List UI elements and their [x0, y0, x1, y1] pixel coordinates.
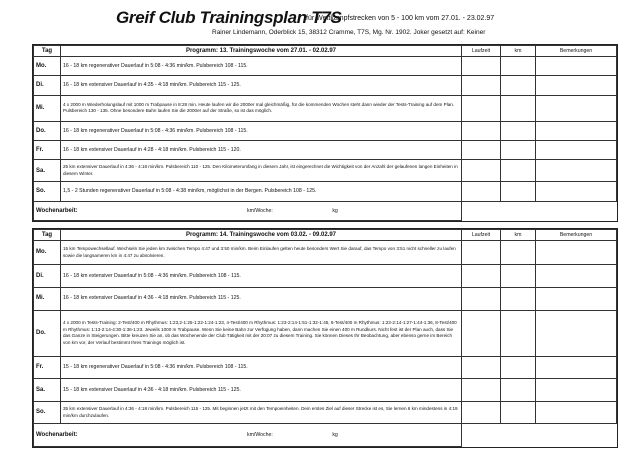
- table-row: [34, 265, 617, 288]
- training-text: 16 - 18 km extensiver Dauerlauf in 4:36 - 4:18 min/km. Pulsbereich 115 - 125.: [61, 287, 462, 310]
- day-label: Di.: [34, 265, 61, 288]
- table-row: [34, 76, 617, 95]
- footer-label: Wochenarbeit:: [36, 431, 78, 438]
- laufzeit-cell[interactable]: [462, 265, 501, 288]
- laufzeit-cell[interactable]: [462, 121, 501, 140]
- laufzeit-cell[interactable]: [462, 160, 501, 182]
- day-label: Di.: [34, 76, 61, 95]
- day-label: So.: [34, 182, 61, 201]
- laufzeit-cell[interactable]: [462, 310, 501, 356]
- training-text: 16 - 18 km extensiver Dauerlauf in 4:35 - 4:18 min/km. Pulsbereich 115 - 125.: [61, 76, 462, 95]
- day-label: Mo.: [34, 57, 61, 76]
- bemerkung-cell[interactable]: [536, 287, 617, 310]
- training-text: 16 - 18 km extensiver Dauerlauf in 5:08 - 4:36 min/km. Pulsbereich 108 - 115.: [61, 265, 462, 288]
- laufzeit-cell[interactable]: [462, 57, 501, 76]
- km-cell[interactable]: [501, 379, 536, 402]
- day-label: Fr.: [34, 140, 61, 159]
- column-bemerkungen: Bemerkungen: [536, 46, 617, 57]
- training-text: 16 - 18 km regenerativer Dauerlauf in 5:08 - 4:36 min/km. Pulsbereich 108 - 115.: [61, 121, 462, 140]
- bemerkung-cell[interactable]: [536, 76, 617, 95]
- laufzeit-cell[interactable]: [462, 241, 501, 265]
- week-14-heading: Programm: 14. Trainingswoche vom 03.02. - 09.02.97: [61, 230, 462, 241]
- bemerkung-cell[interactable]: [536, 160, 617, 182]
- bemerkung-cell[interactable]: [536, 379, 617, 402]
- km-cell[interactable]: [501, 356, 536, 379]
- laufzeit-cell[interactable]: [462, 402, 501, 424]
- km-cell[interactable]: [501, 182, 536, 201]
- page-subtitle: für Wettkampfstrecken von 5 - 100 km vom 27.01. - 23.02.97: [306, 15, 495, 22]
- footer-cell: [34, 201, 462, 220]
- footer-km-week: km/Woche:: [247, 431, 273, 438]
- week-14-table: [32, 228, 618, 448]
- bemerkung-cell[interactable]: [536, 356, 617, 379]
- laufzeit-cell[interactable]: [462, 182, 501, 201]
- column-bemerkungen: Bemerkungen: [536, 230, 617, 241]
- km-cell[interactable]: [501, 402, 536, 424]
- page-header: [0, 6, 640, 36]
- footer-cell: [34, 424, 462, 447]
- week-13-heading: Programm: 13. Trainingswoche vom 27.01. - 02.02.97: [61, 46, 462, 57]
- bemerkung-cell[interactable]: [536, 182, 617, 201]
- table-row: [34, 57, 617, 76]
- laufzeit-cell[interactable]: [462, 287, 501, 310]
- week-footer: [34, 424, 617, 447]
- km-cell[interactable]: [501, 121, 536, 140]
- column-tag: Tag: [34, 230, 61, 241]
- table-row: [34, 121, 617, 140]
- day-label: Mo.: [34, 241, 61, 265]
- column-laufzeit: Laufzeit: [462, 46, 501, 57]
- day-label: Do.: [34, 121, 61, 140]
- day-label: Sa.: [34, 160, 61, 182]
- table-row: [34, 287, 617, 310]
- day-label: So.: [34, 402, 61, 424]
- training-text: 25 km extensiver Dauerlauf in 4:36 - 4:18 min/km. Pulsbereich 110 - 125. Den Kilometerumfang in diesem Jahr, ist eingerechnet die Wichtigkeit von der Anzahl der gelaufenen langen Einheiten in diesem Winter.: [61, 160, 462, 182]
- bemerkung-cell[interactable]: [536, 140, 617, 159]
- table-row: [34, 160, 617, 182]
- bemerkung-cell[interactable]: [536, 310, 617, 356]
- table-row: [34, 95, 617, 121]
- footer-blank: [462, 201, 617, 220]
- table-row: [34, 356, 617, 379]
- km-cell[interactable]: [501, 287, 536, 310]
- training-text: 16 - 18 km regenerativer Dauerlauf in 5:08 - 4:36 min/km. Pulsbereich 108 - 115.: [61, 57, 462, 76]
- km-cell[interactable]: [501, 95, 536, 121]
- km-cell[interactable]: [501, 140, 536, 159]
- day-label: Do.: [34, 310, 61, 356]
- table-row: [34, 241, 617, 265]
- footer-label: Wochenarbeit:: [36, 207, 78, 214]
- footer-kg: kg: [332, 431, 338, 438]
- training-text: 1,5 - 2 Stunden regenerativer Dauerlauf in 5:08 - 4:38 min/km, möglichst in der Bergen. Pulsbereich 108 - 125.: [61, 182, 462, 201]
- training-text: 15 km Tempowechsellauf. Wechseln Sie jeden km zwischen Tempo 4:47 und 3:50 min/km. Beim Einlaufen gelten heute besonders Wert Sie darauf, das Tempo von 3:51 nicht schneller zu laufen sowie die langsameren km in 4:47 zu absolvieren.: [61, 241, 462, 265]
- bemerkung-cell[interactable]: [536, 95, 617, 121]
- day-label: Mi.: [34, 287, 61, 310]
- km-cell[interactable]: [501, 76, 536, 95]
- bemerkung-cell[interactable]: [536, 121, 617, 140]
- column-laufzeit: Laufzeit: [462, 230, 501, 241]
- bemerkung-cell[interactable]: [536, 402, 617, 424]
- footer-km-week: km/Woche:: [247, 207, 273, 214]
- page-title: Greif Club Trainingsplan T7S: [116, 8, 342, 27]
- week-13-table: [32, 44, 618, 222]
- bemerkung-cell[interactable]: [536, 241, 617, 265]
- km-cell[interactable]: [501, 241, 536, 265]
- bemerkung-cell[interactable]: [536, 265, 617, 288]
- training-text: 15 - 18 km extensiver Dauerlauf in 4:36 - 4:18 min/km. Pulsbereich 115 - 125.: [61, 379, 462, 402]
- training-text: 4 x 2000 m Tests-Training: 2-Test/400 m Rhythmus: 1:23,2-1:25-1:22-1:24-1:23, 4-Test/400 m Rhythmus: 1:23-2:14-1:51-1:32-1:45, 6-Test/400 m Rhythmus: 1:23-2:14-1:27-1:44-1:36, 8-Test/400 m Rhythmus: 1:13-2:14-4:30-1:36-1:23. Jeweils 1000 m Trabpause. Wenn Sie keine Bahn zur Verfügung haben, dann machen Sie einen 400 m Rundkurs. Nicht fest ist der Plan auch, dass Sie das Ganze in Steigerungen. Bitte kreuzen Sie an, ob das Wochenende der Club Tätigkeit mit der 20:07 zu diesem Training. Sie können Dieses Ihr Beobachtung, aber ebenso gerne im Bereich von km vor, der Verlauf bestimmt Ihres Trainings möglich ist.: [61, 310, 462, 356]
- laufzeit-cell[interactable]: [462, 76, 501, 95]
- km-cell[interactable]: [501, 57, 536, 76]
- laufzeit-cell[interactable]: [462, 140, 501, 159]
- day-label: Mi.: [34, 95, 61, 121]
- laufzeit-cell[interactable]: [462, 95, 501, 121]
- table-row: [34, 379, 617, 402]
- km-cell[interactable]: [501, 265, 536, 288]
- column-tag: Tag: [34, 46, 61, 57]
- column-km: km: [501, 230, 536, 241]
- training-text: 35 km extensiver Dauerlauf in 4:36 - 4:18 min/km. Pulsbereich 115 - 125. Mit beginnen jetzt mit den Tempoeinheiten. Dein erstes Ziel auf dieser Strecke ist es, Sie lernen 6 km mindestens in 4:19 min/km durchzulaufen.: [61, 402, 462, 424]
- laufzeit-cell[interactable]: [462, 379, 501, 402]
- table-row: [34, 310, 617, 356]
- day-label: Fr.: [34, 356, 61, 379]
- footer-blank: [462, 424, 617, 447]
- laufzeit-cell[interactable]: [462, 356, 501, 379]
- bemerkung-cell[interactable]: [536, 57, 617, 76]
- km-cell[interactable]: [501, 160, 536, 182]
- training-text: 15 - 18 km regenerativer Dauerlauf in 5:08 - 4:36 min/km. Pulsbereich 108 - 115.: [61, 356, 462, 379]
- day-label: Sa.: [34, 379, 61, 402]
- training-text: 16 - 18 km extensiver Dauerlauf in 4:28 - 4:18 min/km. Pulsbereich 115 - 120.: [61, 140, 462, 159]
- table-row: [34, 140, 617, 159]
- table-row: [34, 402, 617, 424]
- table-row: [34, 182, 617, 201]
- column-km: km: [501, 46, 536, 57]
- footer-kg: kg: [332, 207, 338, 214]
- athlete-address: Rainer Lindemann, Oderblick 15, 38312 Cramme, T7S, Mg. Nr. 1902. Joker gesetzt auf: Keiner: [212, 29, 486, 36]
- week-footer: [34, 201, 617, 220]
- training-text: 4 x 2000 m Wiederholungslauf mit 1000 m Trabpause in 8:28 min. Heute laufen wir die 2000er mal gleichmäßig, für die kommenden Wochen steht dann wieder der Tests-Training auf dem Plan. Pulsbereich 130 - 135. Ohne besondere Bahn laufen Sie die 2000er auf der Straße, so ist das möglich.: [61, 95, 462, 121]
- km-cell[interactable]: [501, 310, 536, 356]
